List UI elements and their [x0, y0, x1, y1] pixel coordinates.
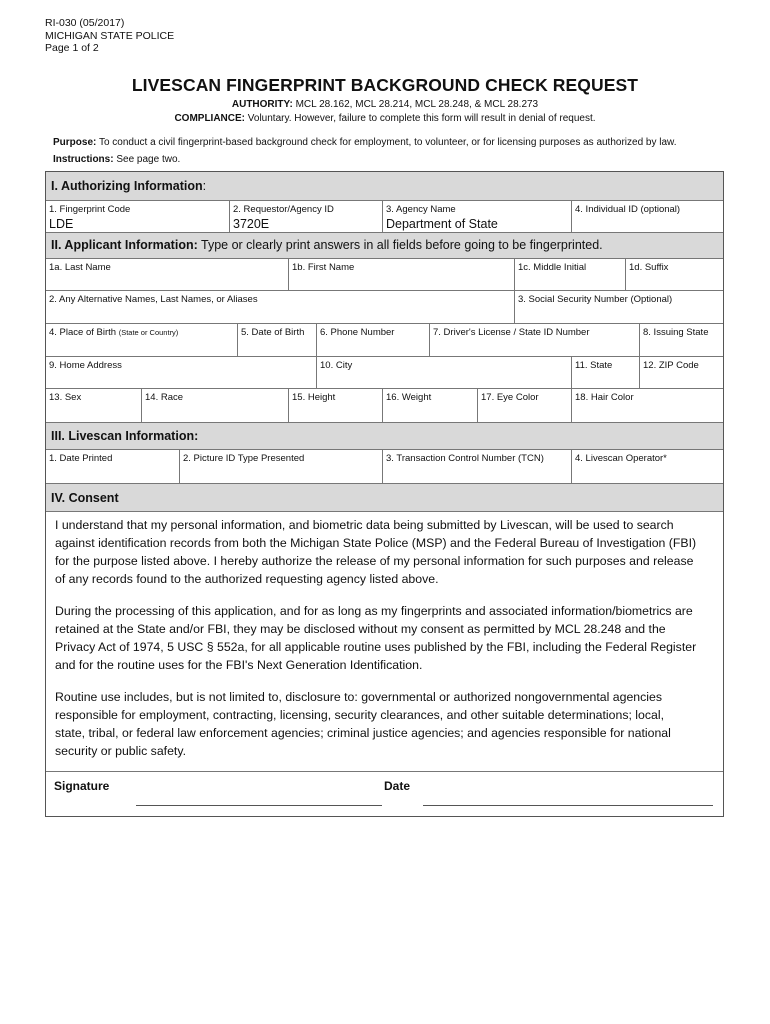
consent-line: I understand that my personal information, and biometric data being submitted by Livescan, will be used to search [55, 518, 674, 532]
tcn-label: 3. Transaction Control Number (TCN) [386, 453, 544, 464]
applicant-address-row [46, 357, 723, 389]
last-name-label: 1a. Last Name [49, 262, 111, 273]
section-applicant-subtitle: Type or clearly print answers in all fields before going to be fingerprinted. [201, 238, 603, 252]
eye-color-field[interactable] [478, 389, 572, 422]
alt-names-label: 2. Any Alternative Names, Last Names, or Aliases [49, 294, 258, 305]
requestor-id-label: 2. Requestor/Agency ID [233, 204, 334, 215]
zip-field[interactable] [640, 357, 723, 388]
authority-text: MCL 28.162, MCL 28.214, MCL 28.248, & MCL 28.273 [295, 99, 539, 110]
consent-paragraph-1 [55, 516, 715, 588]
operator-label: 4. Livescan Operator* [575, 453, 667, 464]
date-line[interactable] [423, 805, 713, 806]
race-label: 14. Race [145, 392, 184, 403]
phone-field[interactable] [317, 324, 430, 356]
place-of-birth-label: 4. Place of Birth [49, 327, 117, 338]
first-name-field[interactable] [289, 259, 515, 290]
first-name-label: 1b. First Name [292, 262, 355, 273]
issuing-state-field[interactable] [640, 324, 723, 356]
consent-paragraph-3 [55, 688, 715, 760]
drivers-license-field[interactable] [430, 324, 640, 356]
authority-label: AUTHORITY: [231, 99, 293, 110]
dob-label: 5. Date of Birth [241, 327, 305, 338]
page-number: Page 1 of 2 [45, 42, 99, 54]
city-label: 10. City [320, 360, 353, 371]
ssn-field[interactable] [515, 291, 723, 323]
state-label: 11. State [575, 360, 613, 371]
applicant-name-row [46, 259, 723, 291]
tcn-field[interactable] [383, 450, 572, 483]
zip-label: 12. ZIP Code [643, 360, 699, 371]
form-header [45, 17, 174, 55]
date-label: Date [384, 779, 411, 793]
section-authorizing-title: I. Authorizing Information [51, 179, 203, 193]
purpose-label: Purpose: [53, 137, 97, 148]
consent-line: for the purpose listed above. I hereby authorize the release of my personal information for such purposes and release [55, 554, 694, 568]
consent-line: of any records found to the authorized requesting agency listed above. [55, 572, 439, 586]
requestor-id-value: 3720E [233, 217, 270, 231]
individual-id-label: 4. Individual ID (optional) [575, 204, 681, 215]
weight-label: 16. Weight [386, 392, 432, 403]
issuing-state-label: 8. Issuing State [643, 327, 709, 338]
city-field[interactable] [317, 357, 572, 388]
place-of-birth-note: (State or Country) [118, 328, 179, 337]
compliance-label: COMPLIANCE: [174, 113, 245, 124]
ssn-label: 3. Social Security Number (Optional) [518, 294, 673, 305]
middle-initial-label: 1c. Middle Initial [518, 262, 587, 273]
section-livescan-header [46, 423, 723, 450]
agency-name-field[interactable] [383, 201, 572, 232]
instructions-text: See page two. [116, 154, 181, 165]
sex-field[interactable] [46, 389, 142, 422]
date-printed-field[interactable] [46, 450, 180, 483]
livescan-row [46, 450, 723, 484]
agency-name-label: 3. Agency Name [386, 204, 456, 215]
section-livescan-title: III. Livescan Information: [51, 429, 199, 443]
operator-field[interactable] [572, 450, 723, 483]
applicant-alias-row [46, 291, 723, 324]
suffix-field[interactable] [626, 259, 723, 290]
last-name-field[interactable] [46, 259, 289, 290]
section-applicant-title: II. Applicant Information: [51, 238, 198, 252]
phone-label: 6. Phone Number [320, 327, 395, 338]
picture-id-field[interactable] [180, 450, 383, 483]
section-consent-header [46, 484, 723, 512]
date-printed-label: 1. Date Printed [49, 453, 113, 464]
form-number: RI-030 (05/2017) [45, 17, 125, 29]
height-field[interactable] [289, 389, 383, 422]
sex-label: 13. Sex [49, 392, 82, 403]
compliance-text: Voluntary. However, failure to complete this form will result in denial of request. [247, 113, 596, 124]
instructions-line [53, 154, 180, 165]
suffix-label: 1d. Suffix [629, 262, 669, 273]
page-title: LIVESCAN FINGERPRINT BACKGROUND CHECK REQUEST [131, 75, 639, 95]
agency-name: MICHIGAN STATE POLICE [45, 29, 175, 42]
purpose-text: To conduct a civil fingerprint-based background check for employment, to volunteer, or for licensing purposes as authorized by law. [98, 137, 677, 148]
fingerprint-code-value: LDE [49, 217, 74, 231]
weight-field[interactable] [383, 389, 478, 422]
hair-color-label: 18. Hair Color [575, 392, 634, 403]
state-field[interactable] [572, 357, 640, 388]
instructions-label: Instructions: [53, 154, 114, 165]
fingerprint-code-label: 1. Fingerprint Code [49, 204, 131, 215]
purpose-line [53, 137, 677, 148]
consent-line: retained at the State and/or FBI, they may be disclosed without my consent as permitted by MCL 28.248 and the [55, 622, 666, 636]
signature-divider [46, 771, 723, 772]
compliance-line [0, 113, 770, 124]
consent-paragraph-2 [55, 602, 715, 674]
picture-id-label: 2. Picture ID Type Presented [183, 453, 305, 464]
consent-line: state, tribal, or federal law enforcement agencies; criminal justice agencies; and agencies responsible for national [55, 726, 671, 740]
height-label: 15. Height [292, 392, 336, 403]
alt-names-field[interactable] [46, 291, 515, 323]
eye-color-label: 17. Eye Color [481, 392, 539, 403]
middle-initial-field[interactable] [515, 259, 626, 290]
place-of-birth-field[interactable] [46, 324, 238, 356]
request-form [45, 171, 724, 817]
consent-line: and for the routine uses for the FBI's Next Generation Identification. [55, 658, 423, 672]
applicant-description-row [46, 389, 723, 423]
individual-id-field[interactable] [572, 201, 723, 232]
agency-name-value: Department of State [386, 217, 498, 231]
fingerprint-code-field[interactable] [46, 201, 230, 232]
race-field[interactable] [142, 389, 289, 422]
section-applicant-header [46, 233, 723, 259]
authority-line [0, 99, 770, 110]
section-consent-title: IV. Consent [51, 491, 119, 505]
dob-field[interactable] [238, 324, 317, 356]
consent-line: security or public safety. [55, 744, 186, 758]
home-address-label: 9. Home Address [49, 360, 122, 371]
signature-label: Signature [54, 779, 110, 793]
section-authorizing-header: I. Authorizing Information: [46, 172, 723, 201]
home-address-field[interactable] [46, 357, 317, 388]
consent-line: Privacy Act of 1974, 5 USC § 552a, for all applicable routine uses published by the FBI, including the Federal Register [55, 640, 697, 654]
drivers-license-label: 7. Driver's License / State ID Number [433, 327, 590, 338]
signature-line[interactable] [136, 805, 382, 806]
authorizing-row [46, 201, 723, 233]
hair-color-field[interactable] [572, 389, 723, 422]
applicant-birth-row [46, 324, 723, 357]
consent-line: against identification records from both the Michigan State Police (MSP) and the Federal Bureau of Investigation (FBI) [55, 536, 697, 550]
consent-line: Routine use includes, but is not limited to, disclosure to: governmental or authorized nongovernmental agencies [55, 690, 662, 704]
requestor-id-field[interactable] [230, 201, 383, 232]
consent-line: During the processing of this application, and for as long as my fingerprints and associated information/biometrics are [55, 604, 693, 618]
consent-line: responsible for employment, contracting, licensing, security clearances, and other suitable determinations; local, [55, 708, 665, 722]
